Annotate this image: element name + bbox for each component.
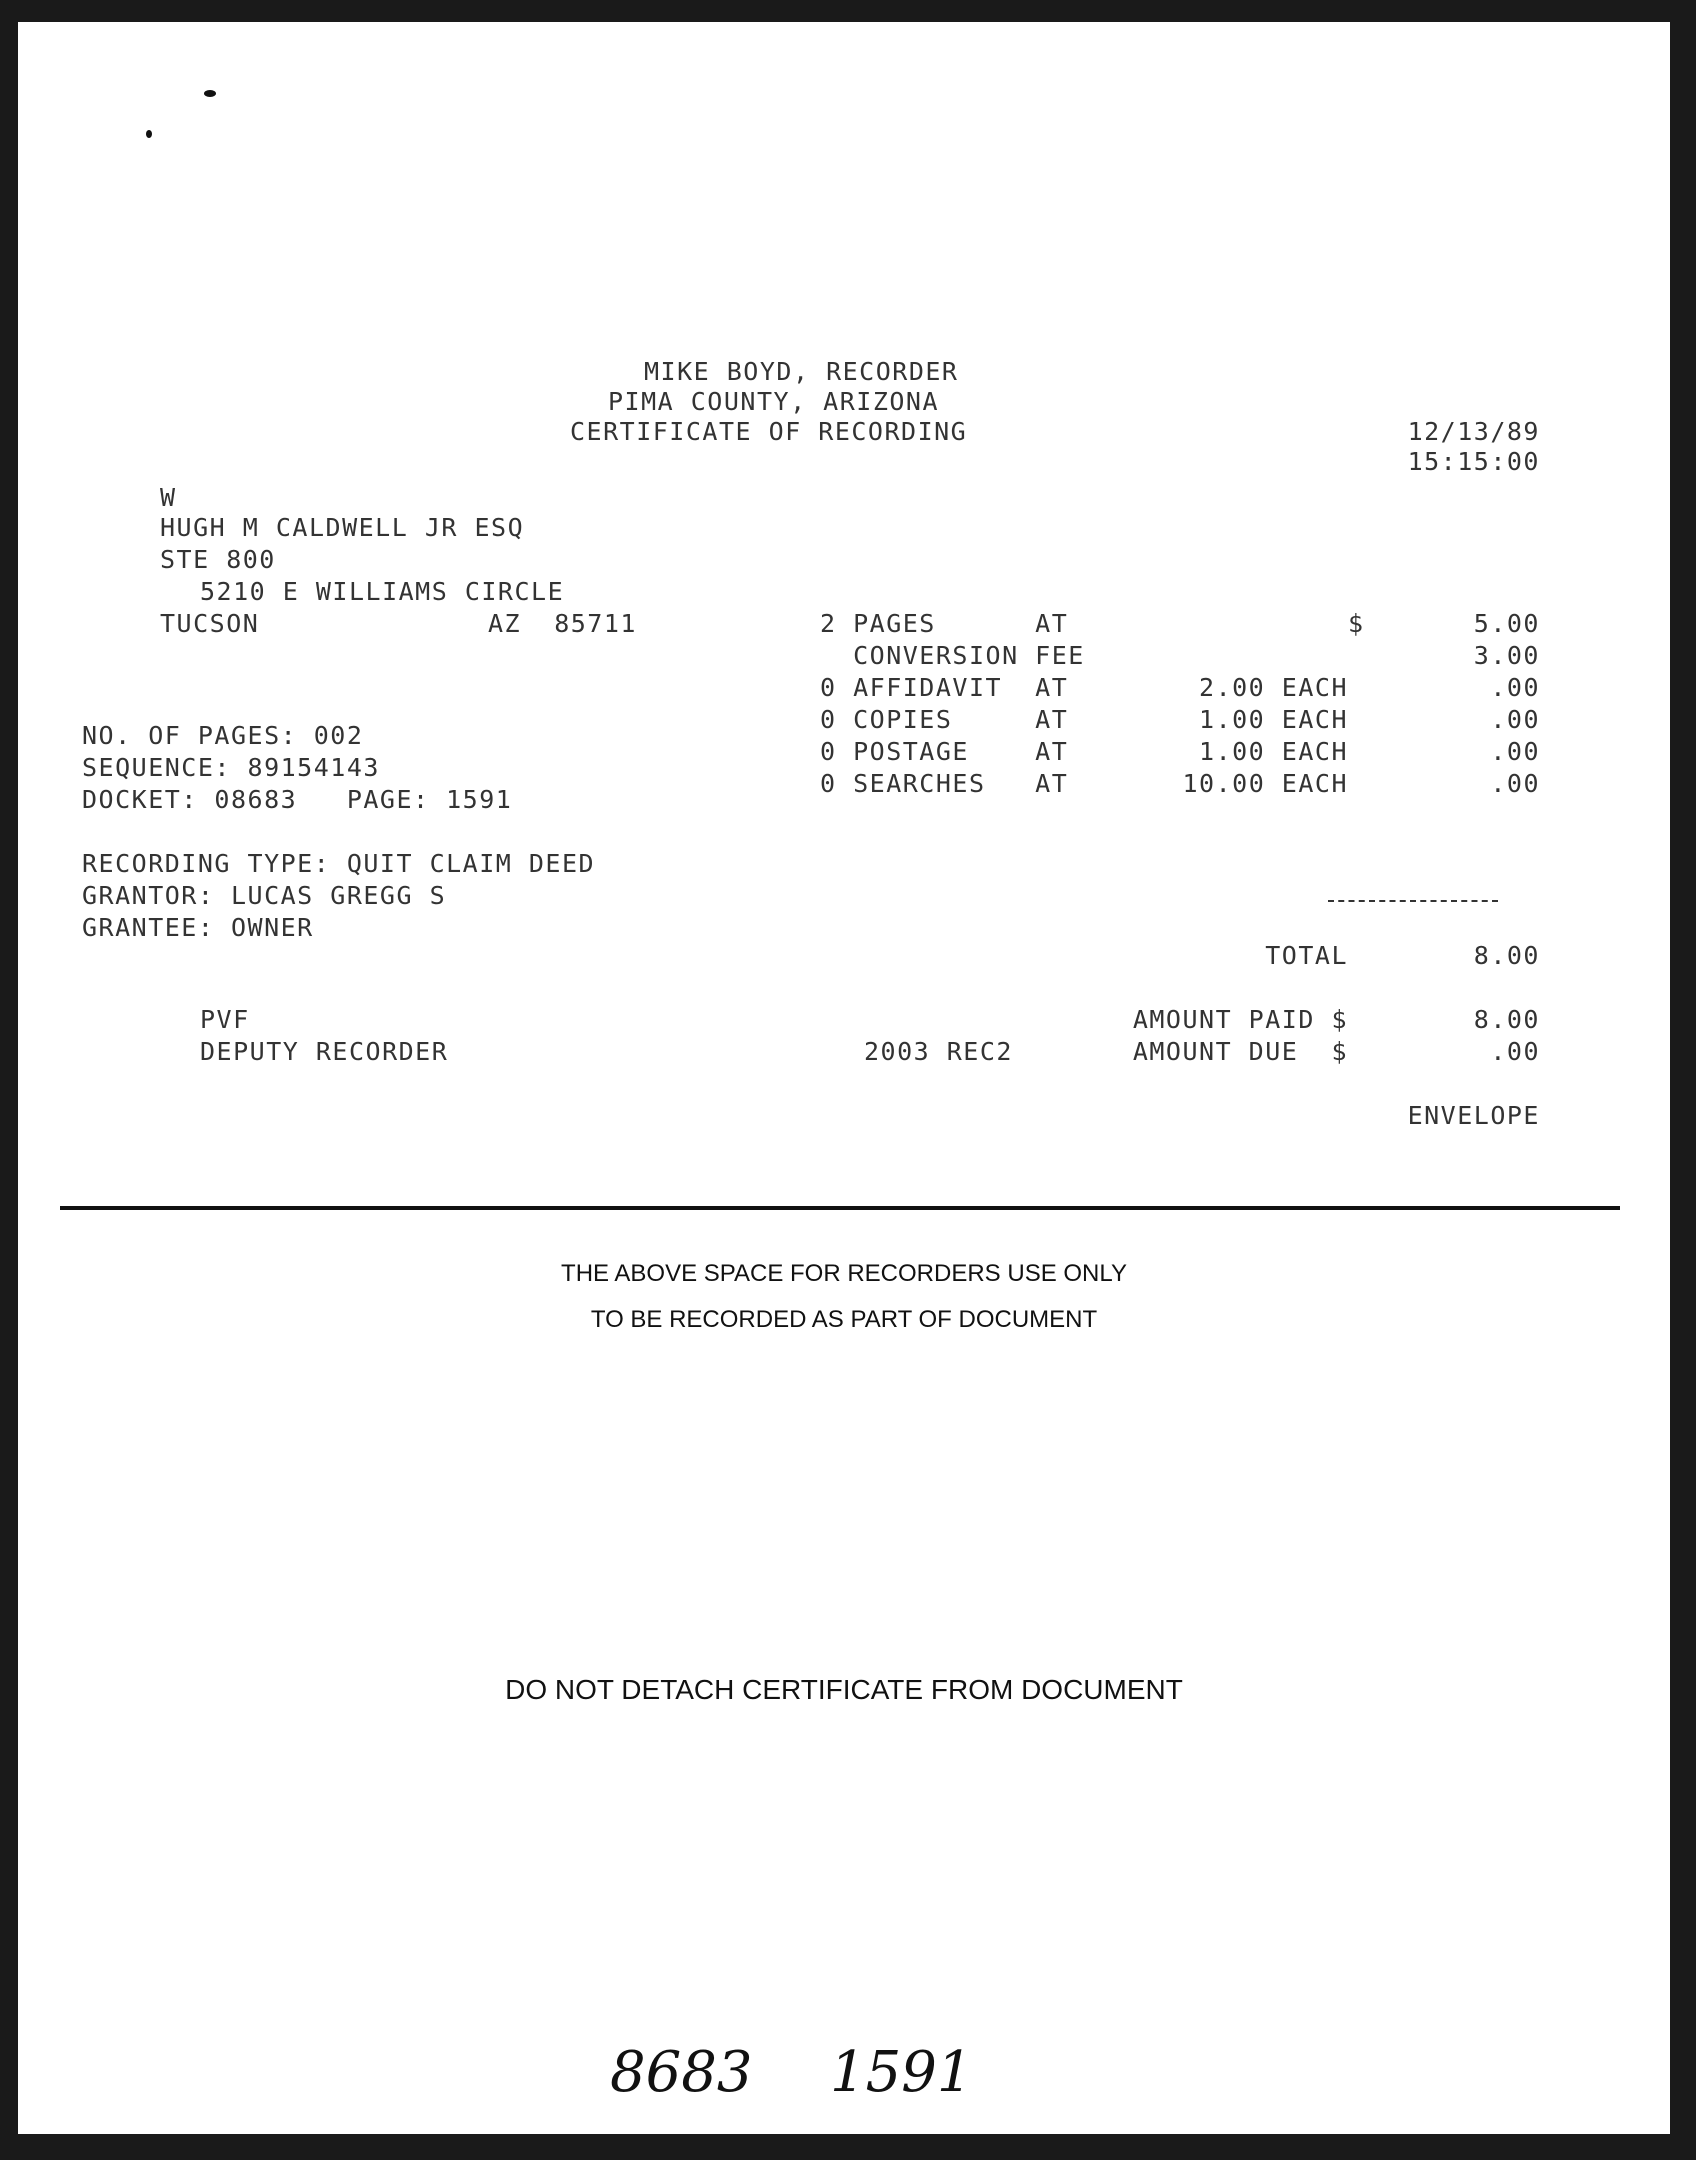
deputy-initials: PVF xyxy=(200,1005,250,1034)
recorder-name: MIKE BOYD, RECORDER xyxy=(644,357,959,386)
do-not-detach-notice: DO NOT DETACH CERTIFICATE FROM DOCUMENT xyxy=(505,1674,1183,1705)
amount-due: .00 xyxy=(1490,1037,1540,1066)
addressee-suite: STE 800 xyxy=(160,545,276,574)
fee-unit-price: 1.00 EACH xyxy=(1199,737,1348,766)
addressee-street: 5210 E WILLIAMS CIRCLE xyxy=(200,577,565,606)
fee-amount: .00 xyxy=(1490,705,1540,734)
addressee-state-zip: AZ 85711 xyxy=(488,609,637,638)
fee-description: 2 PAGES AT xyxy=(820,609,1069,638)
amount-due-label: AMOUNT DUE $ xyxy=(1132,1037,1348,1066)
amount-paid: 8.00 xyxy=(1473,1005,1540,1034)
fee-description: 0 SEARCHES AT xyxy=(820,769,1069,798)
fee-amount: 3.00 xyxy=(1473,641,1540,670)
recorders-use-notice: THE ABOVE SPACE FOR RECORDERS USE ONLY xyxy=(561,1260,1127,1287)
record-as-part-notice: TO BE RECORDED AS PART OF DOCUMENT xyxy=(590,1306,1098,1333)
fee-description: 0 POSTAGE AT xyxy=(820,737,1069,766)
fee-amount: .00 xyxy=(1490,769,1540,798)
fee-amount: .00 xyxy=(1490,737,1540,766)
fee-description: 0 AFFIDAVIT AT xyxy=(820,673,1069,702)
certificate-page xyxy=(18,22,1670,2134)
total-amount: 8.00 xyxy=(1473,941,1540,970)
fee-unit-price: 10.00 EACH xyxy=(1182,769,1348,798)
fee-amount: 5.00 xyxy=(1473,609,1540,638)
addressee-city: TUCSON xyxy=(160,609,260,638)
recording-time: 15:15:00 xyxy=(1407,447,1540,476)
addressee-code: W xyxy=(160,483,177,512)
fee-unit-price: 1.00 EACH xyxy=(1199,705,1348,734)
ink-speck xyxy=(146,130,152,138)
fee-amount: .00 xyxy=(1490,673,1540,702)
amount-paid-label: AMOUNT PAID $ xyxy=(1132,1005,1348,1034)
docket-page: DOCKET: 08683 PAGE: 1591 xyxy=(82,785,513,814)
fee-description: CONVERSION FEE xyxy=(820,641,1085,670)
sequence-number: SEQUENCE: 89154143 xyxy=(82,753,380,782)
fee-currency: $ xyxy=(1348,609,1365,638)
handwritten-docket: 8683 xyxy=(610,2040,753,2105)
total-label: TOTAL xyxy=(1265,941,1348,970)
county-name: PIMA COUNTY, ARIZONA xyxy=(608,387,940,416)
total-separator xyxy=(1328,900,1498,904)
recording-date: 12/13/89 xyxy=(1407,417,1540,446)
number-of-pages: NO. OF PAGES: 002 xyxy=(82,721,364,750)
ink-speck xyxy=(204,90,216,97)
fee-description: 0 COPIES AT xyxy=(820,705,1069,734)
deputy-title: DEPUTY RECORDER xyxy=(200,1037,449,1066)
fee-unit-price: 2.00 EACH xyxy=(1199,673,1348,702)
grantee: GRANTEE: OWNER xyxy=(82,913,314,942)
addressee-name: HUGH M CALDWELL JR ESQ xyxy=(160,513,525,542)
grantor: GRANTOR: LUCAS GREGG S xyxy=(82,881,447,910)
certificate-title: CERTIFICATE OF RECORDING xyxy=(570,417,968,446)
envelope-label: ENVELOPE xyxy=(1407,1101,1540,1130)
recording-type: RECORDING TYPE: QUIT CLAIM DEED xyxy=(82,849,596,878)
register-id: 2003 REC2 xyxy=(864,1037,1013,1066)
handwritten-page: 1591 xyxy=(830,2040,973,2105)
section-divider xyxy=(60,1206,1620,1210)
